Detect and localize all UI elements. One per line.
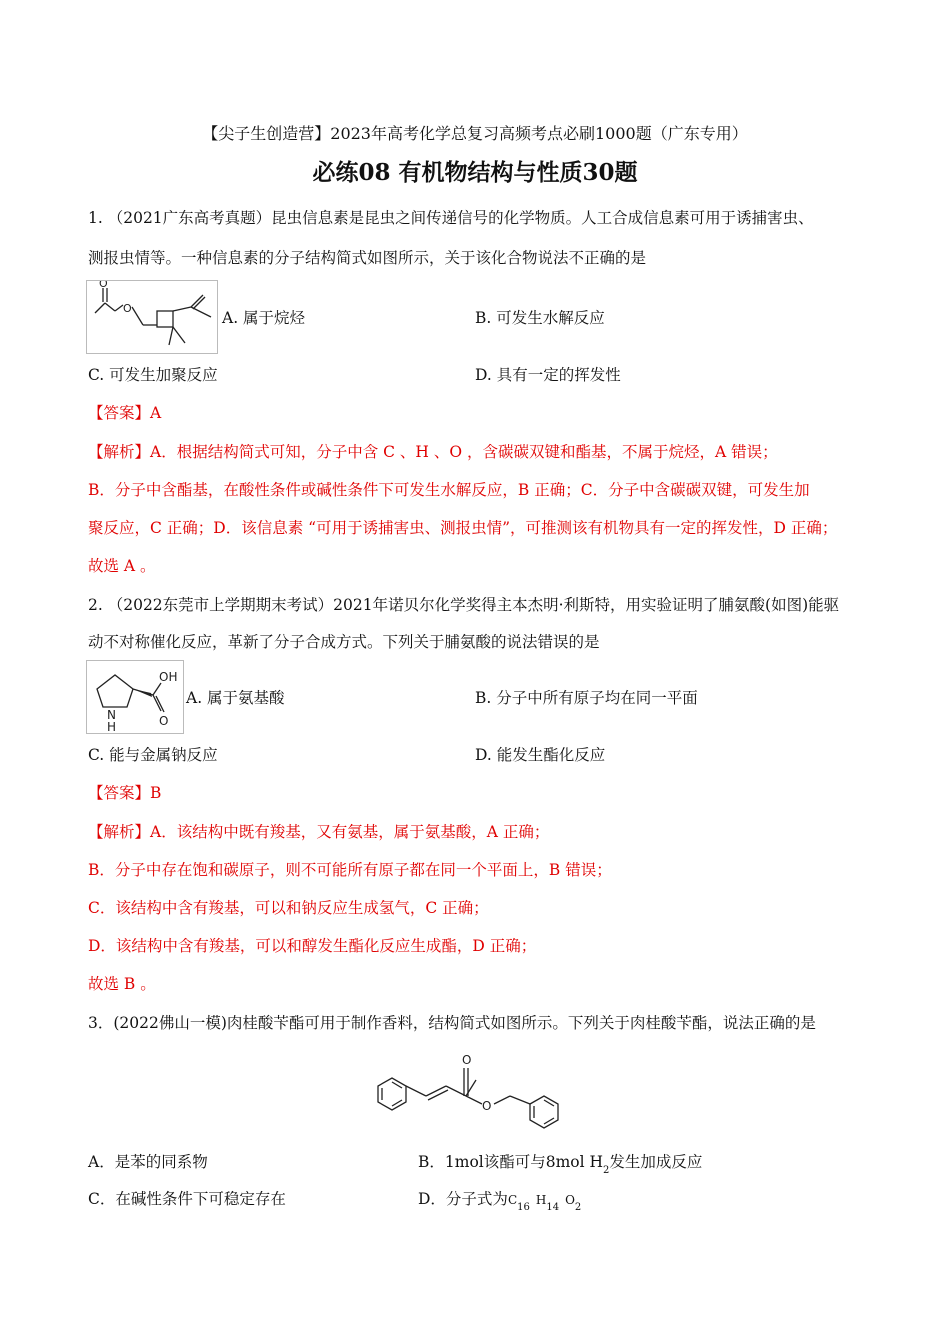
- q1-carbonyl-o: O: [99, 281, 108, 290]
- q2-stem-line1: 2. （2022东莞市上学期期末考试）2021年诺贝尔化学奖得主本杰明·利斯特，用实验证明了脯氨酸(如图)能驱: [88, 596, 840, 614]
- q3-formula-h-count: 14: [546, 1202, 560, 1213]
- q2-analysis-line2: B．分子中存在饱和碳原子，则不可能所有原子都在同一个平面上，B 错误；: [88, 861, 612, 879]
- q2-analysis-line1: 【解析】A．该结构中既有羧基，又有氨基，属于氨基酸，A 正确；: [88, 823, 550, 841]
- q2-analysis-line4: D．该结构中含有羧基，可以和醇发生酯化反应生成酯，D 正确；: [88, 937, 537, 955]
- q3-formula-h: H: [535, 1193, 547, 1207]
- q1-analysis-line4: 故选 A 。: [88, 557, 156, 575]
- q3-option-b: [418, 1152, 702, 1175]
- q1-analysis-line2: B．分子中含酯基，在酸性条件或碱性条件下可发生水解反应，B 正确；C．分子中含碳碳双键，可发生加: [88, 481, 810, 499]
- q3-formula-o: O: [565, 1193, 575, 1207]
- q1-option-d: D. 具有一定的挥发性: [475, 366, 621, 384]
- q1-answer: 【答案】A: [88, 404, 162, 422]
- q2-option-d: D. 能发生酯化反应: [475, 746, 606, 764]
- q2-option-b: B. 分子中所有原子均在同一平面: [475, 689, 698, 707]
- q3-molecule-image: [370, 1050, 580, 1130]
- q1-analysis-line1: 【解析】A．根据结构简式可知，分子中含 C 、H 、O ，含碳碳双键和酯基，不属于烷烃，A 错误；: [88, 443, 778, 461]
- q2-analysis-line5: 故选 B 。: [88, 975, 156, 993]
- q2-molecule-image: [86, 660, 184, 734]
- q3-option-b-text: B．1mol该酯可与8mol H: [418, 1153, 604, 1171]
- q2-stem-line2: 动不对称催化反应，革新了分子合成方式。下列关于脯氨酸的说法错误的是: [88, 633, 600, 651]
- q1-option-c: C. 可发生加聚反应: [88, 366, 218, 384]
- q3-option-d-text: D．分子式为: [418, 1190, 508, 1208]
- q3-formula-c: C: [507, 1193, 518, 1207]
- q1-option-b: B. 可发生水解反应: [475, 309, 605, 327]
- q1-ester-o: O: [123, 302, 132, 315]
- q2-o-label: O: [159, 714, 169, 728]
- q3-option-b-subscript: 2: [603, 1165, 610, 1176]
- q3-option-b-text-end: 发生加成反应: [609, 1153, 703, 1171]
- q3-benzyl-cinnamate-diagram: [370, 1050, 580, 1130]
- q3-option-c: C．在碱性条件下可稳定存在: [88, 1190, 286, 1208]
- q2-h-label: H: [107, 720, 117, 733]
- q3-formula-o-count: 2: [574, 1202, 582, 1213]
- q2-option-c: C. 能与金属钠反应: [88, 746, 218, 764]
- q3-option-d: [418, 1189, 581, 1212]
- q3-formula-c-count: 16: [517, 1202, 530, 1213]
- q1-stem-line1: 1. （2021广东高考真题）昆虫信息素是昆虫之间传递信号的化学物质。人工合成信息素可用于诱捕害虫、: [88, 209, 814, 227]
- q3-carbonyl-o: O: [462, 1053, 472, 1067]
- q2-oh-label: OH: [159, 670, 178, 684]
- q2-answer: 【答案】B: [88, 784, 162, 802]
- q3-ester-o: O: [482, 1099, 492, 1113]
- q2-analysis-line3: C．该结构中含有羧基，可以和钠反应生成氢气，C 正确；: [88, 899, 489, 917]
- q1-molecule-image: [86, 280, 218, 354]
- q2-option-a: A. 属于氨基酸: [186, 689, 285, 707]
- q1-analysis-line3: 聚反应，C 正确；D．该信息素 “可用于诱捕害虫、测报虫情”，可推测该有机物具有一定的挥发性，D 正确；: [88, 519, 838, 537]
- q3-stem: 3．(2022佛山一模)肉桂酸苄酯可用于制作香料，结构简式如图所示。下列关于肉桂酸苄酯，说法正确的是: [88, 1014, 816, 1032]
- q1-option-a: A. 属于烷烃: [222, 309, 306, 327]
- q2-n-label: N: [107, 708, 116, 722]
- chapter-title: 必练08 有机物结构与性质30题: [312, 159, 638, 186]
- q2-proline-diagram: [87, 661, 183, 733]
- q3-option-a: A．是苯的同系物: [88, 1153, 208, 1171]
- q1-structure-diagram: [87, 281, 217, 353]
- q1-stem-line2: 测报虫情等。一种信息素的分子结构简式如图所示，关于该化合物说法不正确的是: [88, 249, 647, 267]
- series-title: 【尖子生创造营】2023年高考化学总复习高频考点必刷1000题（广东专用）: [202, 124, 748, 143]
